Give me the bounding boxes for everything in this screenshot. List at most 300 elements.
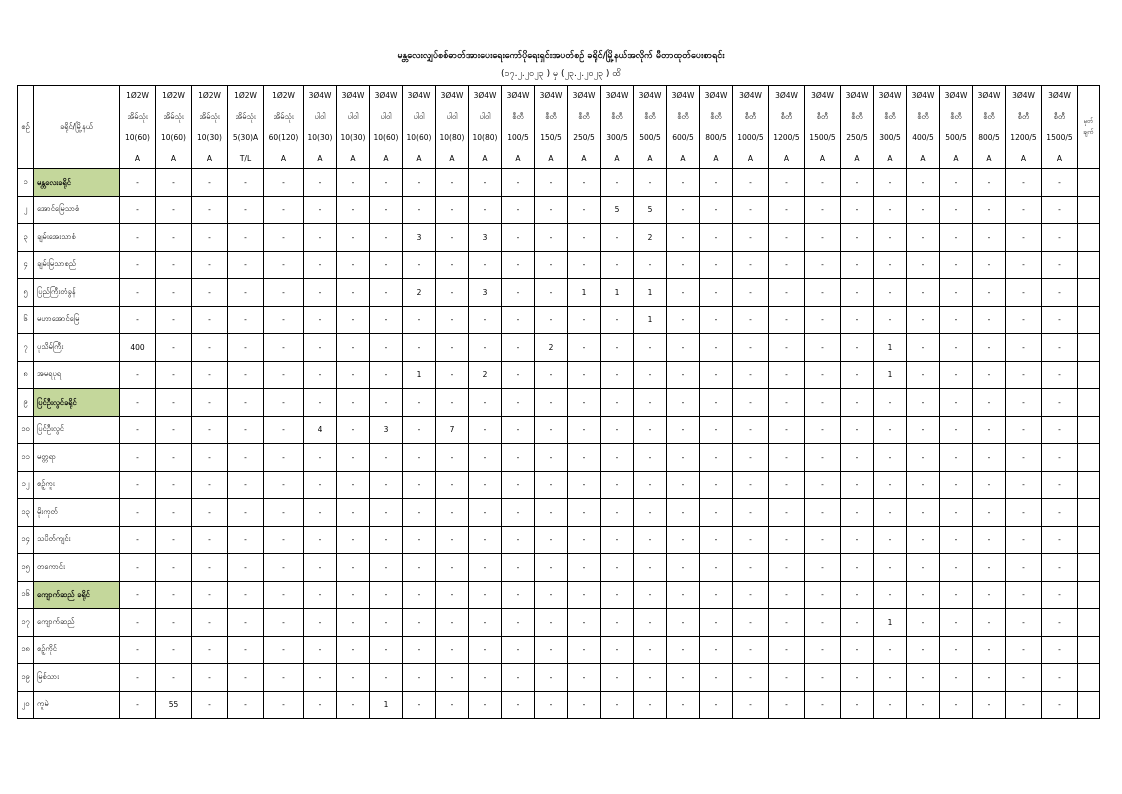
column-header-phase: 3Ø4W [473,91,497,100]
remark-cell [1078,306,1100,334]
column-header [634,86,667,169]
table-row [18,306,1100,334]
value-cell: - [940,251,973,279]
value-cell: - [667,279,700,307]
value-cell: - [973,361,1006,389]
value-cell: - [337,224,370,252]
value-cell: - [733,279,769,307]
value-cell: 1 [874,609,907,637]
value-cell: - [337,636,370,664]
value-cell: - [1006,251,1042,279]
value-cell: - [156,554,192,582]
value-cell: - [192,389,228,417]
value-cell: - [337,169,370,197]
value-cell: - [568,251,601,279]
column-header [601,86,634,169]
report-title: မန္တလေးလျှပ်စစ်ဓာတ်အားပေးရေးကော်ပိုရေးရှင်းအပတ်စဉ် ခရိုင်/မြို့နယ်အလိုက် မီတာထုတ်ပေးစာရင်း [397,51,725,61]
value-cell: - [769,471,805,499]
value-cell: - [502,224,535,252]
value-cell: - [436,196,469,224]
row-serial: ၃ [18,224,34,252]
value-cell: - [228,636,264,664]
value-cell: - [264,581,304,609]
value-cell: - [973,581,1006,609]
column-header-unit: A [317,154,323,163]
column-header-phase: 3Ø4W [638,91,662,100]
value-cell: - [535,389,568,417]
value-cell: - [228,169,264,197]
value-cell: - [403,609,436,637]
column-header-phase: 3Ø4W [944,91,968,100]
value-cell: - [370,251,403,279]
value-cell: - [469,691,502,719]
value-cell: - [337,361,370,389]
value-cell: - [634,361,667,389]
value-cell: - [700,581,733,609]
value-cell: - [502,526,535,554]
value-cell: - [370,279,403,307]
value-cell: - [469,196,502,224]
value-cell: - [973,609,1006,637]
remark-cell [1078,334,1100,362]
remark-cell [1078,251,1100,279]
value-cell: - [568,691,601,719]
column-header-type: စီတီ [644,112,656,121]
value-cell: - [156,526,192,554]
township-name: ပြင်ဦးလွင် [34,416,120,444]
value-cell: - [264,306,304,334]
value-cell: - [120,251,156,279]
value-cell: - [535,609,568,637]
value-cell: - [304,581,337,609]
value-cell: - [805,664,841,692]
value-cell: - [733,499,769,527]
value-cell: - [733,609,769,637]
column-header [156,86,192,169]
value-cell: - [192,499,228,527]
column-header-type: စီတီ [611,112,623,121]
column-header-unit: A [920,154,926,163]
value-cell: - [502,416,535,444]
value-cell: - [192,306,228,334]
column-header-type: အိမ်သုံး [273,112,294,121]
column-header [841,86,874,169]
column-header-unit: A [206,154,213,163]
value-cell: - [805,251,841,279]
value-cell: - [370,196,403,224]
value-cell: - [1006,224,1042,252]
value-cell: - [940,664,973,692]
value-cell: - [700,224,733,252]
column-header-rating: 1000/5 [737,133,764,142]
value-cell: 2 [535,334,568,362]
value-cell: - [192,361,228,389]
value-cell: - [667,251,700,279]
value-cell: - [841,389,874,417]
value-cell: - [634,499,667,527]
header-district: ခရိုင်/မြို့နယ် [34,86,120,169]
value-cell: - [907,444,940,472]
column-header-unit: A [647,154,653,163]
value-cell: - [907,664,940,692]
column-header-unit: A [854,154,860,163]
value-cell: - [535,499,568,527]
column-header [700,86,733,169]
value-cell: - [1006,471,1042,499]
table-header-row [18,86,1100,169]
value-cell: - [370,471,403,499]
value-cell: - [370,581,403,609]
value-cell: - [264,389,304,417]
value-cell: - [841,581,874,609]
value-cell: - [601,169,634,197]
column-header-rating: 800/5 [978,133,1000,142]
column-header-type: အိမ်သုံး [199,112,220,121]
value-cell: - [940,279,973,307]
value-cell: - [304,471,337,499]
column-header [805,86,841,169]
column-header-type: စီတီ [677,112,689,121]
value-cell: - [304,444,337,472]
value-cell: - [120,636,156,664]
value-cell: - [667,196,700,224]
value-cell: - [874,389,907,417]
value-cell: - [502,361,535,389]
value-cell: - [805,224,841,252]
value-cell: - [634,691,667,719]
value-cell: - [403,196,436,224]
township-name: မတ္တရာ [34,444,120,472]
value-cell: - [841,554,874,582]
value-cell: - [403,251,436,279]
value-cell: - [337,554,370,582]
value-cell: - [1006,609,1042,637]
remark-cell [1078,389,1100,417]
value-cell: - [337,444,370,472]
value-cell: - [568,499,601,527]
value-cell: - [228,526,264,554]
value-cell: - [156,334,192,362]
value-cell: - [907,169,940,197]
table-row [18,554,1100,582]
row-serial: ၂၀ [18,691,34,719]
value-cell: - [120,499,156,527]
value-cell: - [907,224,940,252]
value-cell: - [667,609,700,637]
value-cell: - [733,554,769,582]
column-header-unit: A [581,154,587,163]
value-cell: - [436,224,469,252]
column-header-type: စီတီ [851,112,863,121]
value-cell: - [667,334,700,362]
value-cell: - [907,609,940,637]
value-cell: - [120,169,156,197]
value-cell: - [940,361,973,389]
value-cell: - [805,306,841,334]
column-header-type: စီတီ [884,112,896,121]
value-cell: 1 [370,691,403,719]
row-serial: ၁၁ [18,444,34,472]
value-cell: - [601,306,634,334]
column-header [733,86,769,169]
value-cell: - [370,169,403,197]
value-cell: - [874,471,907,499]
value-cell: - [502,279,535,307]
value-cell: - [337,471,370,499]
column-header-rating: 10(60) [373,133,399,142]
value-cell: - [733,471,769,499]
value-cell: - [304,224,337,252]
column-header-rating: 250/5 [846,133,868,142]
value-cell: - [940,444,973,472]
value-cell: - [502,251,535,279]
value-cell: - [535,306,568,334]
value-cell: - [568,416,601,444]
value-cell: - [769,251,805,279]
value-cell: - [601,471,634,499]
value-cell: - [436,361,469,389]
value-cell: - [1042,581,1078,609]
column-header-unit: A [887,154,893,163]
value-cell: - [264,279,304,307]
value-cell: - [502,609,535,637]
value-cell: - [700,471,733,499]
value-cell: - [634,471,667,499]
value-cell: - [403,416,436,444]
value-cell: - [535,471,568,499]
value-cell: - [469,334,502,362]
value-cell: - [601,636,634,664]
value-cell: - [535,224,568,252]
district-name: ပြင်ဦးလွင်ခရိုင် [34,389,120,417]
column-header-rating: 10(60) [125,133,150,142]
value-cell: 3 [469,279,502,307]
value-cell: - [940,609,973,637]
remark-cell [1078,196,1100,224]
value-cell: - [805,444,841,472]
column-header-unit: A [713,154,719,163]
township-name: အောင်မြေသာစံ [34,196,120,224]
column-header-type: စီတီ [917,112,929,121]
value-cell: - [667,389,700,417]
township-name: ပုသိမ်ကြီး [34,334,120,362]
value-cell: - [805,609,841,637]
column-header-rating: 500/5 [639,133,661,142]
value-cell: - [769,444,805,472]
value-cell: - [156,499,192,527]
value-cell: - [667,526,700,554]
row-serial: ၁၅ [18,554,34,582]
column-header [228,86,264,169]
value-cell: - [502,471,535,499]
remark-cell [1078,361,1100,389]
column-header-type: ပါဝါ [479,112,491,121]
value-cell: - [120,664,156,692]
value-cell: - [874,636,907,664]
value-cell: - [370,664,403,692]
row-serial: ၉ [18,389,34,417]
column-header-phase: 3Ø4W [671,91,695,100]
value-cell: - [502,389,535,417]
column-header-rating: 10(60) [161,133,186,142]
value-cell: - [192,609,228,637]
value-cell: - [156,306,192,334]
value-cell: - [805,526,841,554]
value-cell: - [733,444,769,472]
township-name: မိုးကုတ် [34,499,120,527]
value-cell: - [601,581,634,609]
column-header-phase: 3Ø4W [845,91,869,100]
township-name: တကောင်း [34,554,120,582]
remark-cell [1078,581,1100,609]
value-cell: - [436,664,469,692]
value-cell: - [1006,499,1042,527]
value-cell: - [1006,526,1042,554]
value-cell: - [634,609,667,637]
value-cell: - [120,361,156,389]
value-cell: - [264,664,304,692]
value-cell: - [841,279,874,307]
value-cell: - [733,389,769,417]
value-cell: - [304,196,337,224]
value-cell: - [973,691,1006,719]
value-cell: - [667,499,700,527]
value-cell: - [370,389,403,417]
value-cell: - [907,251,940,279]
value-cell: - [568,636,601,664]
column-header-phase: 3Ø4W [739,91,762,100]
value-cell: - [469,499,502,527]
district-row [18,581,1100,609]
value-cell: - [634,444,667,472]
value-cell: - [403,526,436,554]
value-cell: - [769,691,805,719]
value-cell: - [769,416,805,444]
row-serial: ၈ [18,361,34,389]
value-cell: - [370,526,403,554]
column-header-type: ပါဝါ [314,112,326,121]
column-header-phase: 3Ø4W [605,91,629,100]
column-header-rating: 10(30) [340,133,366,142]
table-row [18,471,1100,499]
value-cell: - [192,224,228,252]
table-row [18,609,1100,637]
value-cell: - [874,196,907,224]
table-row [18,664,1100,692]
value-cell: - [1042,664,1078,692]
value-cell: - [403,306,436,334]
row-serial: ၁၇ [18,609,34,637]
value-cell: - [264,609,304,637]
value-cell: - [535,251,568,279]
value-cell: - [502,444,535,472]
remark-cell [1078,224,1100,252]
value-cell: - [403,444,436,472]
value-cell: - [156,169,192,197]
value-cell: - [973,471,1006,499]
value-cell: - [841,169,874,197]
value-cell: - [502,334,535,362]
column-header [1006,86,1042,169]
value-cell: - [304,251,337,279]
column-header-unit: A [1056,154,1063,163]
value-cell: - [304,169,337,197]
column-header [1042,86,1078,169]
column-header-phase: 3Ø4W [878,91,902,100]
value-cell: - [264,169,304,197]
value-cell: - [502,196,535,224]
value-cell: - [436,279,469,307]
value-cell: - [769,664,805,692]
value-cell: - [337,581,370,609]
value-cell: - [337,251,370,279]
value-cell: - [228,279,264,307]
value-cell: - [370,444,403,472]
value-cell: - [469,664,502,692]
value-cell: - [907,196,940,224]
value-cell: - [700,526,733,554]
column-header-unit: A [1020,154,1027,163]
value-cell: - [940,499,973,527]
value-cell: - [469,444,502,472]
township-name: မြစ်သား [34,664,120,692]
value-cell: - [973,224,1006,252]
value-cell: - [337,279,370,307]
value-cell: - [769,526,805,554]
value-cell: - [469,389,502,417]
value-cell: - [973,664,1006,692]
district-row [18,169,1100,197]
value-cell: - [1042,251,1078,279]
value-cell: - [568,664,601,692]
value-cell: - [805,361,841,389]
value-cell: - [264,196,304,224]
table-row [18,526,1100,554]
value-cell: - [907,389,940,417]
value-cell: - [120,444,156,472]
column-header [436,86,469,169]
value-cell: - [733,334,769,362]
value-cell: - [436,554,469,582]
value-cell: - [769,196,805,224]
value-cell: - [769,636,805,664]
value-cell: - [337,416,370,444]
value-cell: - [1042,416,1078,444]
township-name: စဉ့်ကူး [34,471,120,499]
value-cell: - [841,334,874,362]
value-cell: - [940,416,973,444]
column-header [940,86,973,169]
value-cell: - [601,334,634,362]
value-cell: - [973,306,1006,334]
value-cell: - [156,389,192,417]
table-row [18,251,1100,279]
column-header-rating: 800/5 [705,133,727,142]
value-cell: - [700,169,733,197]
value-cell: - [769,279,805,307]
column-header-phase: 3Ø4W [977,91,1001,100]
value-cell: - [973,389,1006,417]
value-cell: - [805,334,841,362]
value-cell: - [667,636,700,664]
value-cell: - [601,664,634,692]
value-cell: - [568,526,601,554]
value-cell: - [973,416,1006,444]
value-cell: - [874,306,907,334]
row-serial: ၄ [18,251,34,279]
value-cell: - [156,251,192,279]
value-cell: 4 [304,416,337,444]
